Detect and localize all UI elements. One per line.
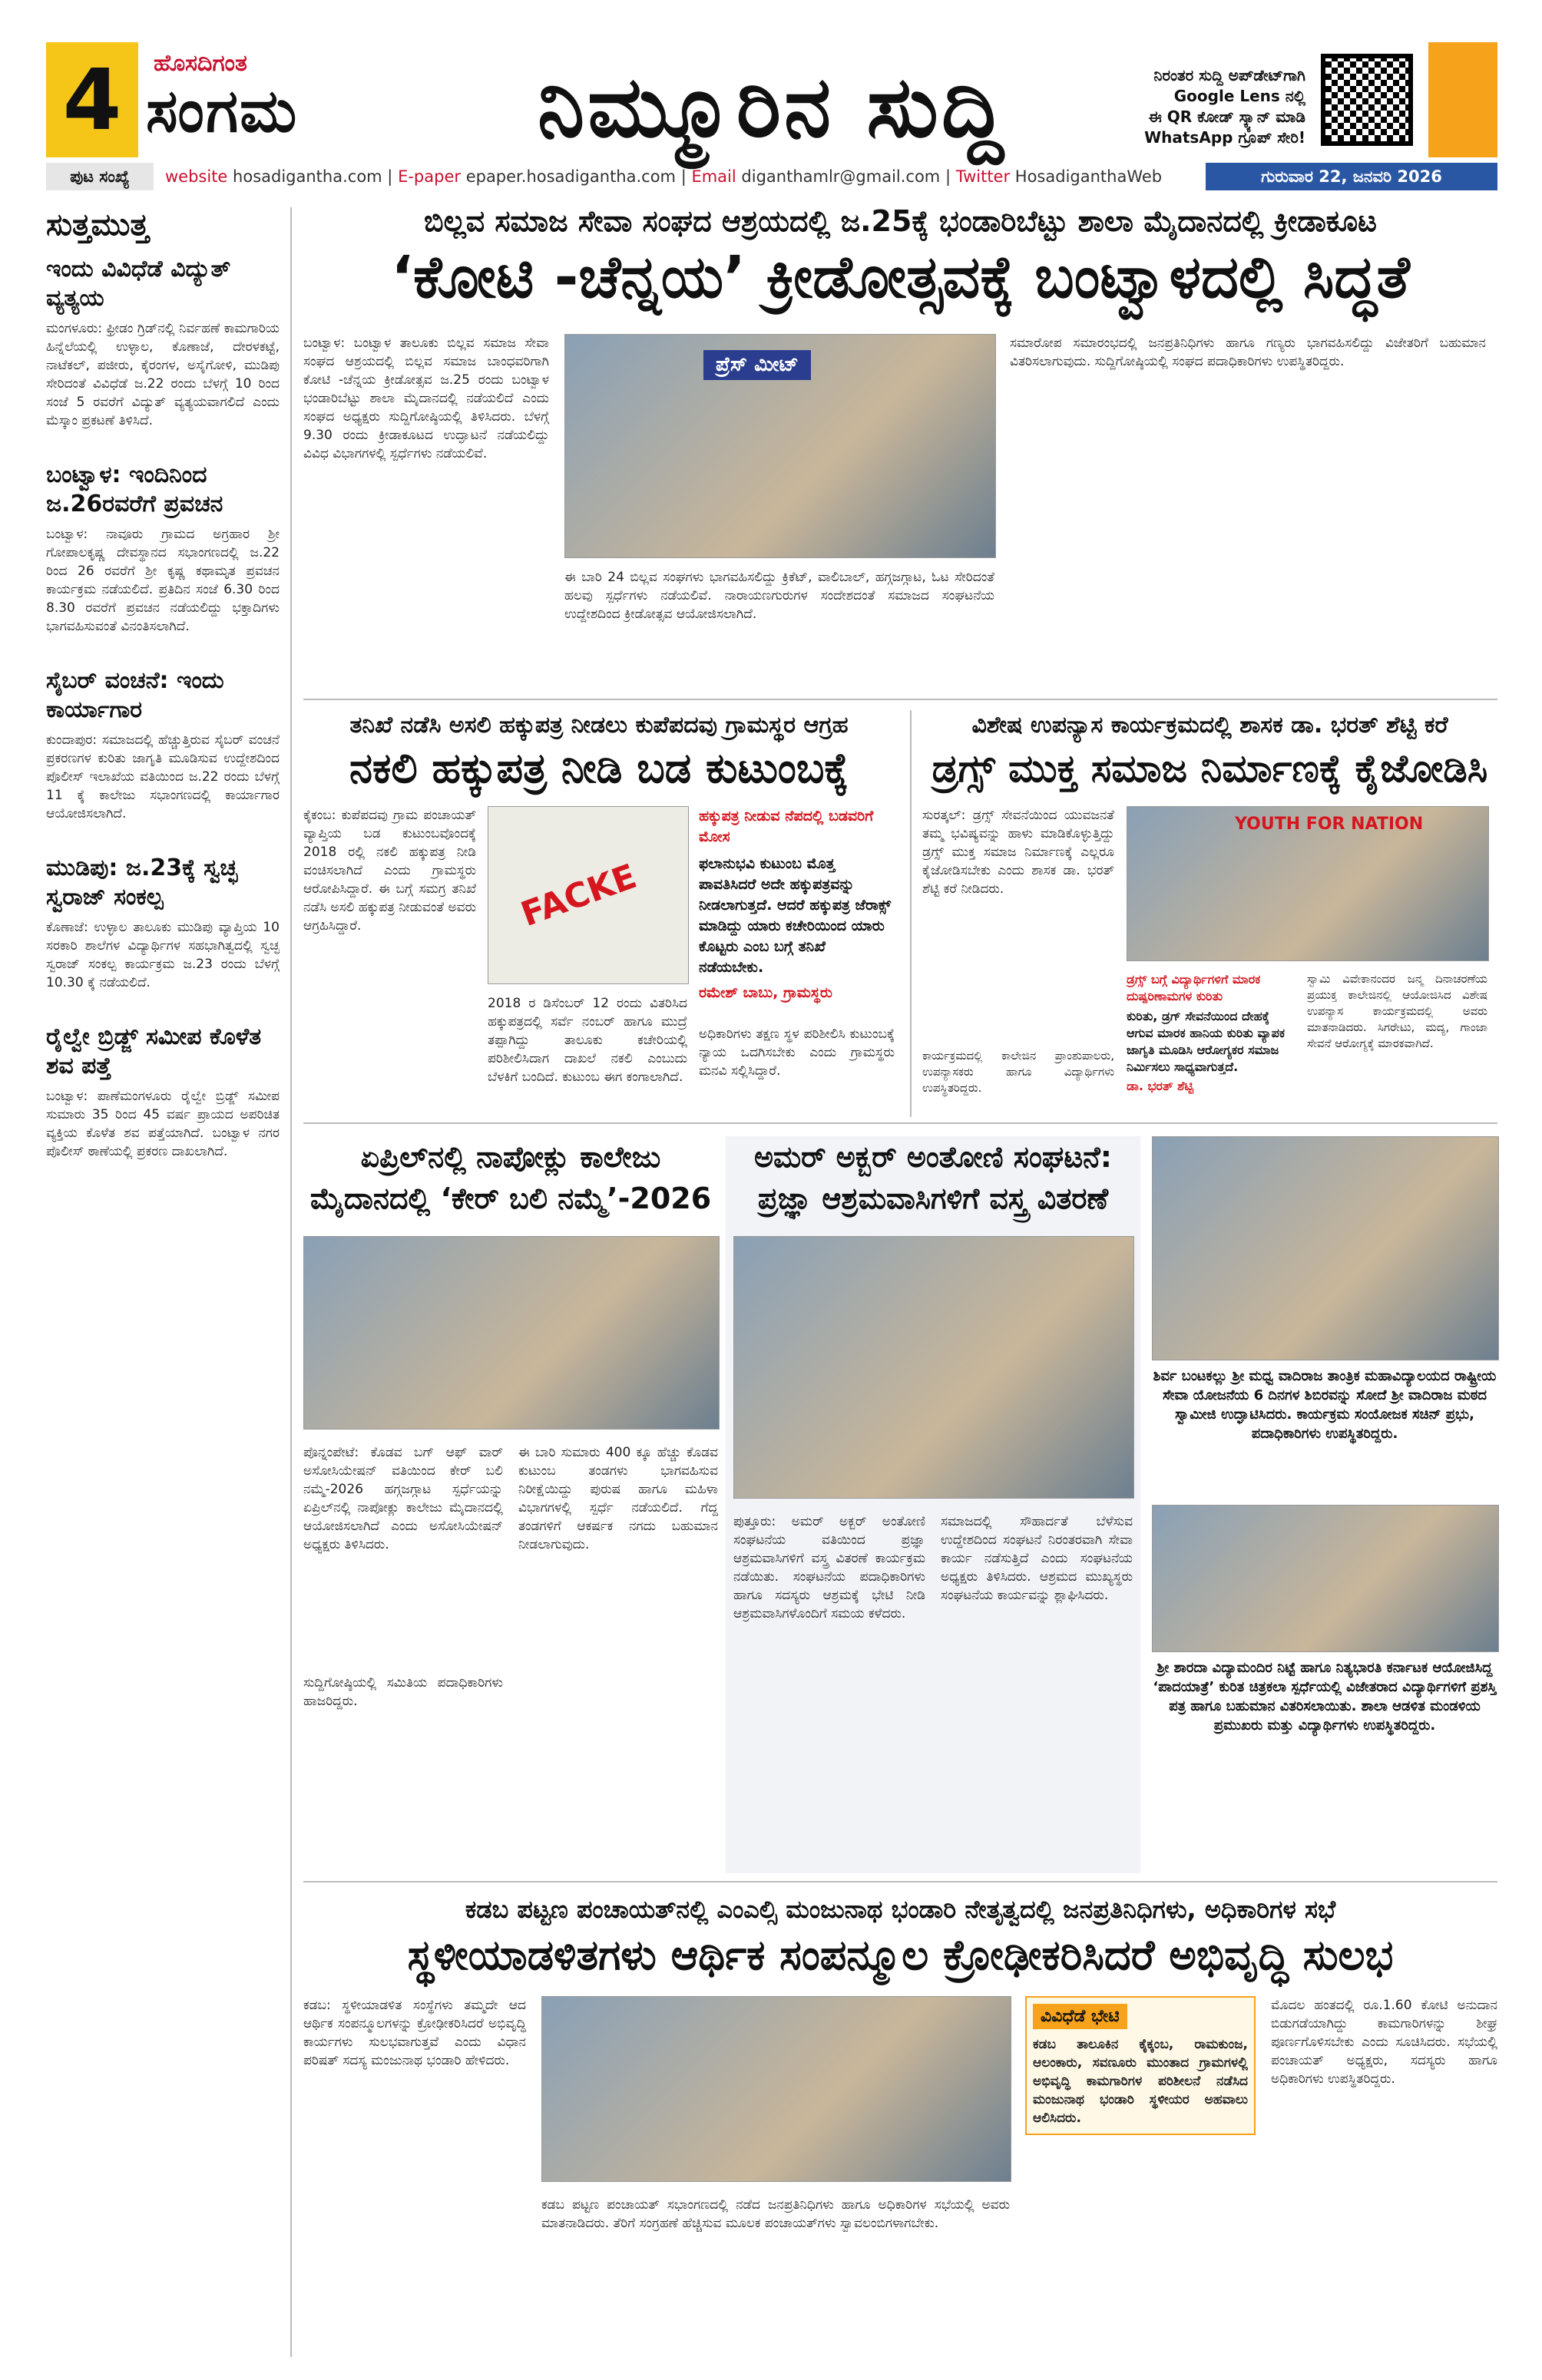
email-label: Email [691, 167, 736, 186]
photo-caption: ಶಿರ್ವ ಬಂಟಕಲ್ಲು ಶ್ರೀ ಮಧ್ವ ವಾದಿರಾಜ ತಾಂತ್ರಿಕ ಮಹಾವಿದ್ಯಾಲಯದ ರಾಷ್ಟ್ರೀಯ ಸೇವಾ ಯೋಜನೆಯ 6 ದಿನಗಳ ಶಿಬಿರವನ್ನು ಸೋದೆ ಶ್ರೀ ವಾದಿರಾಜ ಮಠದ ಸ್ವಾಮೀಜಿ ಉದ್ಘಾಟಿಸಿದರು. ಕಾರ್ಯಕ್ರಮ ಸಂಯೋಜಕ ಸಚಿನ್ ಪ್ರಭು, ಪದಾಧಿಕಾರಿಗಳು ಉಪಸ್ಥಿತರಿದ್ದರು. [1153, 1368, 1497, 1442]
info-box-text: ಕಡಬ ತಾಲೂಕಿನ ಕೈಕ್ಕಂಬ, ರಾಮಕುಂಜ, ಆಲಂಕಾರು, ಸವಣೂರು ಮುಂತಾದ ಗ್ರಾಮಗಳಲ್ಲಿ ಅಭಿವೃದ್ಧಿ ಕಾಮಗಾರಿಗಳ ಪರಿಶೀಲನೆ ನಡೆಸಿದ ಮಂಜುನಾಥ ಭಂಡಾರಿ ಸ್ಥಳೀಯರ ಅಹವಾಲು ಆಲಿಸಿದರು. [1033, 2037, 1248, 2126]
story-kicker: ತನಿಖೆ ನಡೆಸಿ ಅಸಲಿ ಹಕ್ಕುಪತ್ರ ನೀಡಲು ಕುಪೆಪದವು ಗ್ರಾಮಸ್ಥರ ಆಗ್ರಹ [349, 712, 849, 739]
story-headline: ಪ್ರಜ್ಞಾ ಆಶ್ರಮವಾಸಿಗಳಿಗೆ ವಸ್ತ್ರ ವಿತರಣೆ [757, 1182, 1109, 1215]
photo-caption: ಶ್ರೀ ಶಾರದಾ ವಿದ್ಯಾಮಂದಿರ ನಿಟ್ಟೆ ಹಾಗೂ ನಿತ್ಯಭಾರತಿ ಕರ್ನಾಟಕ ಆಯೋಜಿಸಿದ್ದ ‘ಪಾದಯಾತ್ರೆ’ ಕುರಿತ ಚಿತ್ರಕಲಾ ಸ್ಪರ್ಧೆಯಲ್ಲಿ ವಿಜೇತರಾದ ವಿದ್ಯಾರ್ಥಿಗಳಿಗೆ ಪ್ರಶಸ್ತಿ ಪತ್ರ ಹಾಗೂ ಬಹುಮಾನ ವಿತರಿಸಲಾಯಿತು. ಶಾಲಾ ಆಡಳಿತ ಮಂಡಳಿಯ ಪ್ರಮುಖರು ಮತ್ತು ವಿದ್ಯಾರ್ಥಿಗಳು ಉಪಸ್ಥಿತರಿದ್ದರು. [1153, 1660, 1497, 1734]
story-text: ಮೊದಲ ಹಂತದಲ್ಲಿ ರೂ.1.60 ಕೋಟಿ ಅನುದಾನ ಬಿಡುಗಡೆಯಾಗಿದ್ದು ಕಾಮಗಾರಿಗಳನ್ನು ಶೀಘ್ರ ಪೂರ್ಣಗೊಳಿಸಬೇಕು ಎಂದು ಸೂಚಿಸಿದರು. ಸಭೆಯಲ್ಲಿ ಪಂಚಾಯತ್ ಅಧ್ಯಕ್ಷರು, ಸದಸ್ಯರು ಹಾಗೂ ಅಧಿಕಾರಿಗಳು ಉಪಸ್ಥಿತರಿದ್ದರು. [1271, 1998, 1497, 2087]
lead-photo [564, 334, 996, 558]
lead-headline: ‘ಕೋಟಿ -ಚೆನ್ನಯ’ ಕ್ರೀಡೋತ್ಸವಕ್ಕೆ ಬಂಟ್ವಾಳದಲ್ಲಿ ಸಿದ್ಧತೆ [391, 243, 1410, 311]
story-kicker: ಕಡಬ ಪಟ್ಟಣ ಪಂಚಾಯತ್‌ನಲ್ಲಿ ಎಂಎಲ್ಸಿ ಮಂಜುನಾಥ ಭಂಡಾರಿ ನೇತೃತ್ವದಲ್ಲಿ ಜನಪ್ರತಿನಿಧಿಗಳು, ಅಧಿಕಾರಿಗಳ ಸಭೆ [465, 1895, 1336, 1924]
story-headline: ಡ್ರಗ್ಸ್ ಮುಕ್ತ ಸಮಾಜ ನಿರ್ಮಾಣಕ್ಕೆ ಕೈಜೋಡಿಸಿ [931, 746, 1488, 791]
story-text: ಅಧಿಕಾರಿಗಳು ತಕ್ಷಣ ಸ್ಥಳ ಪರಿಶೀಲಿಸಿ ಕುಟುಂಬಕ್ಕೆ ನ್ಯಾಯ ಒದಗಿಸಬೇಕು ಎಂದು ಗ್ರಾಮಸ್ಥರು ಮನವಿ ಸಲ್ಲಿಸಿದ್ದಾರೆ. [699, 1026, 895, 1079]
document-photo [488, 806, 689, 984]
qr-note-line: Google Lens ನಲ್ಲಿ [1173, 87, 1305, 105]
brief-headline: ರೈಲ್ವೇ ಬ್ರಿಡ್ಜ್ ಸಮೀಪ ಕೊಳೆತ ಶವ ಪತ್ತೆ [46, 1023, 262, 1079]
info-bar [46, 163, 1497, 190]
lead-kicker: ಬಿಲ್ಲವ ಸಮಾಜ ಸೇವಾ ಸಂಘದ ಆಶ್ರಯದಲ್ಲಿ ಜ.25ಕ್ಕೆ ಭಂಡಾರಿಬೆಟ್ಟು ಶಾಲಾ ಮೈದಾನದಲ್ಲಿ ಕ್ರೀಡಾಕೂಟ [424, 204, 1377, 238]
story-text: ಕೈಕಂಬ: ಕುಪೆಪದವು ಗ್ರಾಮ ಪಂಚಾಯತ್ ವ್ಯಾಪ್ತಿಯ ಬಡ ಕುಟುಂಬವೊಂದಕ್ಕೆ 2018 ರಲ್ಲಿ ನಕಲಿ ಹಕ್ಕುಪತ್ರ ನೀಡಿ ವಂಚಿಸಲಾಗಿದೆ ಎಂದು ಗ್ರಾಮಸ್ಥರು ಆರೋಪಿಸಿದ್ದಾರೆ. ಈ ಬಗ್ಗೆ ಸಮಗ್ರ ತನಿಖೆ ನಡೆಸಿ ಅಸಲಿ ಹಕ್ಕುಪತ್ರ ನೀಡುವಂತೆ ಅವರು ಆಗ್ರಹಿಸಿದ್ದಾರೆ. [303, 808, 476, 934]
briefs-column [46, 207, 292, 2357]
brand-name: ಸಂಗಮ [146, 77, 299, 146]
award-photo [1152, 1505, 1499, 1652]
story-cloth-distribution [726, 1136, 1140, 1873]
story-text: ಈ ಬಾರಿ ಸುಮಾರು 400 ಕ್ಕೂ ಹೆಚ್ಚು ಕೊಡವ ಕುಟುಂಬ ತಂಡಗಳು ಭಾಗವಹಿಸುವ ನಿರೀಕ್ಷೆಯಿದ್ದು ಪುರುಷ ಹಾಗೂ ಮಹಿಳಾ ವಿಭಾಗಗಳಲ್ಲಿ ಸ್ಪರ್ಧೆ ನಡೆಯಲಿದೆ. ಗೆದ್ದ ತಂಡಗಳಿಗೆ ಆಕರ್ಷಕ ನಗದು ಬಹುಮಾನ ನೀಡಲಾಗುವುದು. [518, 1445, 718, 1552]
story-text: ಸ್ವಾಮಿ ವಿವೇಕಾನಂದರ ಜನ್ಮ ದಿನಾಚರಣೆಯ ಪ್ರಯುಕ್ತ ಕಾಲೇಜಿನಲ್ಲಿ ಆಯೋಜಿಸಿದ ವಿಶೇಷ ಉಪನ್ಯಾಸ ಕಾರ್ಯಕ್ರಮದಲ್ಲಿ ಅವರು ಮಾತನಾಡಿದರು. ಸಿಗರೇಟು, ಮದ್ಯ, ಗಾಂಜಾ ಸೇವನೆ ಆರೋಗ್ಯಕ್ಕೆ ಮಾರಕವಾಗಿದೆ. [1307, 972, 1487, 1050]
quote-title: ಹಕ್ಕುಪತ್ರ ನೀಡುವ ನೆಪದಲ್ಲಿ ಬಡವರಿಗೆ ಮೋಸ [699, 808, 874, 845]
divider [303, 699, 1497, 700]
lead-text: ಬಂಟ್ವಾಳ: ಬಂಟ್ವಾಳ ತಾಲೂಕು ಬಿಲ್ಲವ ಸಮಾಜ ಸೇವಾ ಸಂಘದ ಆಶ್ರಯದಲ್ಲಿ ಬಿಲ್ಲವ ಸಮಾಜ ಬಾಂಧವರಿಗಾಗಿ ಕೋಟಿ -ಚೆನ್ನಯ ಕ್ರೀಡೋತ್ಸವ ಜ.25 ರಂದು ಬಂಟ್ವಾಳ ಭಂಡಾರಿಬೆಟ್ಟು ಶಾಲಾ ಮೈದಾನದಲ್ಲಿ ನಡೆಯಲಿದೆ ಎಂದು ಸಂಘದ ಅಧ್ಯಕ್ಷರು ಸುದ್ದಿಗೋಷ್ಠಿಯಲ್ಲಿ ತಿಳಿಸಿದರು. ಬೆಳಗ್ಗೆ 9.30 ರಂದು ಕ್ರೀಡಾಕೂಟದ ಉದ್ಘಾಟನೆ ನಡೆಯಲಿದ್ದು ವಿವಿಧ ವಿಭಾಗಗಳಲ್ಲಿ ಸ್ಪರ್ಧೆಗಳು ನಡೆಯಲಿವೆ. [303, 336, 549, 461]
epaper-label: E-paper [398, 167, 461, 186]
briefs-title: ಸುತ್ತಮುತ್ತ [46, 207, 149, 243]
story-text: ಕಡಬ: ಸ್ಥಳೀಯಾಡಳಿತ ಸಂಸ್ಥೆಗಳು ತಮ್ಮದೇ ಆದ ಆರ್ಥಿಕ ಸಂಪನ್ಮೂಲಗಳನ್ನು ಕ್ರೋಢೀಕರಿಸಿದರೆ ಅಭಿವೃದ್ಧಿ ಕಾರ್ಯಗಳು ಸುಲಭವಾಗುತ್ತವೆ ಎಂದು ವಿಧಾನ ಪರಿಷತ್ ಸದಸ್ಯ ಮಂಜುನಾಥ ಭಂಡಾರಿ ಹೇಳಿದರು. [303, 1998, 526, 2068]
brief-text: ಬಂಟ್ವಾಳ: ನಾವೂರು ಗ್ರಾಮದ ಅಗ್ರಹಾರ ಶ್ರೀ ಗೋಪಾಲಕೃಷ್ಣ ದೇವಸ್ಥಾನದ ಸಭಾಂಗಣದಲ್ಲಿ ಜ.22 ರಿಂದ 26 ರವರೆಗೆ ಶ್ರೀ ಕೃಷ್ಣ ಕಥಾಮೃತ ಪ್ರವಚನ ಕಾರ್ಯಕ್ರಮ ನಡೆಯಲಿದೆ. ಪ್ರತಿದಿನ ಸಂಜೆ 6.30 ರಿಂದ 8.30 ರವರೆಗೆ ಪ್ರವಚನ ನಡೆಯಲಿದ್ದು ಭಕ್ತಾದಿಗಳು ಭಾಗವಹಿಸುವಂತೆ ವಿನಂತಿಸಲಾಗಿದೆ. [46, 527, 280, 634]
quote-box [1127, 971, 1295, 1096]
divider [303, 1122, 1497, 1124]
issue-date: ಗುರುವಾರ 22, ಜನವರಿ 2026 [1206, 163, 1497, 190]
event-photo [1127, 806, 1489, 961]
story-kicker: ವಿಶೇಷ ಉಪನ್ಯಾಸ ಕಾರ್ಯಕ್ರಮದಲ್ಲಿ ಶಾಸಕ ಡಾ. ಭರತ್ ಶೆಟ್ಟಿ ಕರೆ [971, 712, 1448, 739]
qr-note-line: WhatsApp ಗ್ರೂಪ್ ಸೇರಿ! [1144, 128, 1305, 147]
story-text: ಸುರತ್ಕಲ್: ಡ್ರಗ್ಸ್ ಸೇವನೆಯಿಂದ ಯುವಜನತೆ ತಮ್ಮ ಭವಿಷ್ಯವನ್ನು ಹಾಳು ಮಾಡಿಕೊಳ್ಳುತ್ತಿದ್ದು ಡ್ರಗ್ಸ್ ಮುಕ್ತ ಸಮಾಜ ನಿರ್ಮಾಣಕ್ಕೆ ಎಲ್ಲರೂ ಕೈಜೋಡಿಸಬೇಕು ಎಂದು ಶಾಸಕ ಡಾ. ಭರತ್ ಶೆಟ್ಟಿ ಕರೆ ನೀಡಿದರು. [922, 808, 1114, 897]
story-text: ಕಾರ್ಯಕ್ರಮದಲ್ಲಿ ಕಾಲೇಜಿನ ಪ್ರಾಂಶುಪಾಲರು, ಉಪನ್ಯಾಸಕರು ಹಾಗೂ ವಿದ್ಯಾರ್ಥಿಗಳು ಉಪಸ್ಥಿತರಿದ್ದರು. [922, 1049, 1114, 1095]
quote-text: ಕುರಿತು, ಡ್ರಗ್ ಸೇವನೆಯಿಂದ ದೇಹಕ್ಕೆ ಆಗುವ ಮಾರಕ ಹಾನಿಯ ಕುರಿತು ವ್ಯಾಪಕ ಜಾಗೃತಿ ಮೂಡಿಸಿ ಆರೋಗ್ಯಕರ ಸಮಾಜ ನಿರ್ಮಿಸಲು ಸಾಧ್ಯವಾಗುತ್ತದೆ. [1127, 1009, 1286, 1074]
website-label: website [165, 167, 228, 186]
brand-top: ಹೊಸದಿಗಂತ [154, 50, 247, 77]
photo-banner: ಪ್ರೆಸ್ ಮೀಟ್ [703, 350, 811, 380]
quote-author: ಡಾ. ಭರತ್ ಶೆಟ್ಟಿ [1127, 1079, 1194, 1093]
quote-box [699, 806, 895, 1003]
story-local-governance [303, 1892, 1497, 2353]
qr-code-icon[interactable] [1321, 54, 1413, 146]
story-text: ಸಮಾಜದಲ್ಲಿ ಸೌಹಾರ್ದತೆ ಬೆಳೆಸುವ ಉದ್ದೇಶದಿಂದ ಸಂಘಟನೆ ನಿರಂತರವಾಗಿ ಸೇವಾ ಕಾರ್ಯ ನಡೆಸುತ್ತಿದೆ ಎಂದು ಸಂಘಟನೆಯ ಅಧ್ಯಕ್ಷರು ತಿಳಿಸಿದರು. ಆಶ್ರಮದ ಮುಖ್ಯಸ್ಥರು ಸಂಘಟನೆಯ ಕಾರ್ಯವನ್ನು ಶ್ಲಾಘಿಸಿದರು. [941, 1514, 1133, 1603]
story-text: ಪೊನ್ನಂಪೇಟೆ: ಕೊಡವ ಬಗ್ ಆಫ್ ವಾರ್ ಅಸೋಸಿಯೇಷನ್ ವತಿಯಿಂದ ಕೇರ್ ಬಲಿ ನಮ್ಮೆ-2026 ಹಗ್ಗಜಗ್ಗಾಟ ಸ್ಪರ್ಧೆಯನ್ನು ಏಪ್ರಿಲ್‌ನಲ್ಲಿ ನಾಪೋಕ್ಲು ಕಾಲೇಜು ಮೈದಾನದಲ್ಲಿ ಆಯೋಜಿಸಲಾಗಿದೆ ಎಂದು ಅಸೋಸಿಯೇಷನ್ ಅಧ್ಯಕ್ಷರು ತಿಳಿಸಿದರು. [303, 1445, 503, 1552]
twitter-link[interactable]: HosadiganthaWeb [1014, 167, 1163, 186]
brief-headline: ಸೈಬರ್ ವಂಚನೆ: ಇಂದು ಕಾರ್ಯಾಗಾರ [46, 667, 224, 723]
brief-headline: ಬಂಟ್ವಾಳ: ಇಂದಿನಿಂದ ಜ.26ರವರೆಗೆ ಪ್ರವಚನ [46, 461, 223, 517]
divider [303, 1881, 1497, 1883]
page-label: ಪುಟ ಸಂಖ್ಯೆ [46, 163, 154, 190]
story-fake-title-deed [303, 710, 895, 1117]
story-headline: ನಕಲಿ ಹಕ್ಕುಪತ್ರ ನೀಡಿ ಬಡ ಕುಟುಂಬಕ್ಕೆ [349, 744, 849, 792]
brief-text: ಕುಂದಾಪುರ: ಸಮಾಜದಲ್ಲಿ ಹೆಚ್ಚುತ್ತಿರುವ ಸೈಬರ್ ವಂಚನೆ ಪ್ರಕರಣಗಳ ಕುರಿತು ಜಾಗೃತಿ ಮೂಡಿಸುವ ಉದ್ದೇಶದಿಂದ ಪೊಲೀಸ್ ಇಲಾಖೆಯ ವತಿಯಿಂದ ಜ.22 ರಂದು ಬೆಳಗ್ಗೆ 11 ಕ್ಕೆ ಕಾಲೇಜು ಸಭಾಂಗಣದಲ್ಲಿ ಕಾರ್ಯಾಗಾರ ಆಯೋಜಿಸಲಾಗಿದೆ. [46, 732, 280, 821]
contact-links: website hosadigantha.com | E-paper epaper.hosadigantha.com | Email diganthamlr@gmail.com | Twitter HosadiganthaWeb [165, 167, 1163, 186]
section-title: ನಿಮ್ಮೂರಿನ ಸುದ್ದಿ [538, 58, 1007, 156]
story-text: 2018 ರ ಡಿಸೆಂಬರ್ 12 ರಂದು ವಿತರಿಸಿದ ಹಕ್ಕುಪತ್ರದಲ್ಲಿ ಸರ್ವೆ ನಂಬರ್ ಹಾಗೂ ಮುದ್ರೆ ತಪ್ಪಾಗಿದ್ದು ತಾಲೂಕು ಕಚೇರಿಯಲ್ಲಿ ಪರಿಶೀಲಿಸಿದಾಗ ದಾಖಲೆ ನಕಲಿ ಎಂಬುದು ಬೆಳಕಿಗೆ ಬಂದಿದೆ. ಕುಟುಂಬ ಈಗ ಕಂಗಾಲಾಗಿದೆ. [488, 996, 687, 1085]
quote-author: ರಮೇಶ್ ಬಾಬು, ಗ್ರಾಮಸ್ಥರು [699, 984, 832, 1001]
brief-text: ಕೊಣಾಜೆ: ಉಳ್ಳಾಲ ತಾಲೂಕು ಮುಡಿಪು ವ್ಯಾಪ್ತಿಯ 10 ಸರಕಾರಿ ಶಾಲೆಗಳ ವಿದ್ಯಾರ್ಥಿಗಳ ಸಹಭಾಗಿತ್ವದಲ್ಲಿ ಸ್ವಚ್ಛ ಸ್ವರಾಜ್ ಸಂಕಲ್ಪ ಕಾರ್ಯಕ್ರಮ ಜ.23 ರಂದು ಬೆಳಗ್ಗೆ 10.30 ಕ್ಕೆ ನಡೆಯಲಿದೆ. [46, 920, 280, 990]
story-tug-of-war [303, 1136, 718, 1873]
twitter-label: Twitter [955, 167, 1011, 186]
brief-text: ಮಂಗಳೂರು: ಫ್ರೀಡಂ ಗ್ರಿಡ್‌ನಲ್ಲಿ ನಿರ್ವಹಣೆ ಕಾಮಗಾರಿಯ ಹಿನ್ನೆಲೆಯಲ್ಲಿ ಉಳ್ಳಾಲ, ಕೊಣಾಜೆ, ದೇರಳಕಟ್ಟೆ, ನಾಟೆಕಲ್, ಪಜೀರು, ಕೈರಂಗಳ, ಅಸೈಗೋಳಿ, ಮುಡಿಪು ಸೇರಿದಂತೆ ವಿವಿಧೆಡೆ ಜ.22 ರಂದು ಬೆಳಗ್ಗೆ 10 ರಿಂದ ಸಂಜೆ 5 ರವರೆಗೆ ವಿದ್ಯುತ್ ವ್ಯತ್ಯಯವಾಗಲಿದೆ ಎಂದು ಮೆಸ್ಕಾಂ ಪ್ರಕಟಣೆ ತಿಳಿಸಿದೆ. [46, 321, 280, 428]
story-drug-free [910, 710, 1497, 1117]
lead-story [303, 203, 1497, 695]
meeting-photo [541, 1996, 1011, 2182]
story-text: ಪುತ್ತೂರು: ಅಮರ್ ಅಕ್ಬರ್ ಅಂತೋಣಿ ಸಂಘಟನೆಯ ವತಿಯಿಂದ ಪ್ರಜ್ಞಾ ಆಶ್ರಮವಾಸಿಗಳಿಗೆ ವಸ್ತ್ರ ವಿತರಣೆ ಕಾರ್ಯಕ್ರಮ ನಡೆಯಿತು. ಸಂಘಟನೆಯ ಪದಾಧಿಕಾರಿಗಳು ಹಾಗೂ ಸದಸ್ಯರು ಆಶ್ರಮಕ್ಕೆ ಭೇಟಿ ನೀಡಿ ಆಶ್ರಮವಾಸಿಗಳೊಂದಿಗೆ ಸಮಯ ಕಳೆದರು. [733, 1514, 925, 1621]
email-link[interactable]: diganthamlr@gmail.com [741, 167, 941, 186]
info-box-title: ವಿವಿಧೆಡೆ ಭೇಟಿ [1033, 2004, 1127, 2029]
qr-note-line: ನಿರಂತರ ಸುದ್ದಿ ಅಪ್‌ಡೇಟ್‌ಗಾಗಿ [1153, 66, 1305, 84]
team-photo [303, 1236, 720, 1430]
epaper-link[interactable]: epaper.hosadigantha.com [465, 167, 677, 186]
quote-title: ಡ್ರಗ್ಸ್ ಬಗ್ಗೆ ವಿದ್ಯಾರ್ಥಿಗಳಿಗೆ ಮಾರಕ ದುಷ್ಪರಿಣಾಮಗಳ ಕುರಿತು [1127, 972, 1261, 1003]
masthead [46, 42, 1497, 157]
quote-text: ಫಲಾನುಭವಿ ಕುಟುಂಬ ಮೊತ್ತ ಪಾವತಿಸಿದರೆ ಅದೇ ಹಕ್ಕುಪತ್ರವನ್ನು ನೀಡಲಾಗುತ್ತದೆ. ಆದರೆ ಹಕ್ಕುಪತ್ರ ಜೆರಾಕ್ಸ್ ಮಾಡಿದ್ದು ಯಾರು ಕಚೇರಿಯಿಂದ ಯಾರು ಕೊಟ್ಟರು ಎಂಬ ಬಗ್ಗೆ ತನಿಖೆ ನಡೆಯಬೇಕು. [699, 855, 892, 976]
story-photo-captions [1152, 1136, 1497, 1873]
story-text: ಸುದ್ದಿಗೋಷ್ಠಿಯಲ್ಲಿ ಸಮಿತಿಯ ಪದಾಧಿಕಾರಿಗಳು ಹಾಜರಿದ್ದರು. [303, 1675, 503, 1709]
distribution-photo [733, 1236, 1134, 1499]
story-headline: ಸ್ಥಳೀಯಾಡಳಿತಗಳು ಆರ್ಥಿಕ ಸಂಪನ್ಮೂಲ ಕ್ರೋಢೀಕರಿಸಿದರೆ ಅಭಿವೃದ್ಧಿ ಸುಲಭ [407, 1931, 1394, 1979]
page-number: 4 [46, 42, 138, 157]
brief-headline: ಮುಡಿಪು: ಜ.23ಕ್ಕೆ ಸ್ವಚ್ಛ ಸ್ವರಾಜ್ ಸಂಕಲ್ಪ [46, 854, 238, 911]
story-headline: ಮೈದಾನದಲ್ಲಿ ‘ಕೇರ್ ಬಲಿ ನಮ್ಮೆ’-2026 [309, 1182, 712, 1215]
header-accent [1428, 42, 1497, 157]
qr-note [1106, 65, 1305, 148]
story-kicker: ಏಪ್ರಿಲ್‌ನಲ್ಲಿ ನಾಪೋಕ್ಲು ಕಾಲೇಜು [360, 1140, 661, 1174]
lead-text: ಈ ಬಾರಿ 24 ಬಿಲ್ಲವ ಸಂಘಗಳು ಭಾಗವಹಿಸಲಿದ್ದು ಕ್ರಿಕೆಟ್, ವಾಲಿಬಾಲ್, ಹಗ್ಗಜಗ್ಗಾಟ, ಓಟ ಸೇರಿದಂತೆ ಹಲವು ಸ್ಪರ್ಧೆಗಳು ನಡೆಯಲಿವೆ. ನಾರಾಯಣಗುರುಗಳ ಸಂದೇಶದಂತೆ ಸಮಾಜದ ಸಂಘಟನೆಯ ಉದ್ದೇಶದಿಂದ ಕ್ರೀಡೋತ್ಸವ ಆಯೋಜಿಸಲಾಗಿದೆ. [564, 570, 994, 622]
camp-photo [1152, 1136, 1499, 1360]
photo-banner: YOUTH FOR NATION [1235, 815, 1424, 834]
info-box [1025, 1996, 1256, 2135]
lead-text: ಸಮಾರೋಪ ಸಮಾರಂಭದಲ್ಲಿ ಜನಪ್ರತಿನಿಧಿಗಳು ಹಾಗೂ ಗಣ್ಯರು ಭಾಗವಹಿಸಲಿದ್ದು ವಿಜೇತರಿಗೆ ಬಹುಮಾನ ವಿತರಿಸಲಾಗುವುದು. ಸುದ್ದಿಗೋಷ್ಠಿಯಲ್ಲಿ ಸಂಘದ ಪದಾಧಿಕಾರಿಗಳು ಉಪಸ್ಥಿತರಿದ್ದರು. [1010, 336, 1486, 369]
story-kicker: ಅಮರ್ ಅಕ್ಬರ್ ಅಂತೋಣಿ ಸಂಘಟನೆ: [753, 1140, 1112, 1174]
fake-stamp: FACKE [515, 856, 642, 935]
brief-headline: ಇಂದು ವಿವಿಧೆಡೆ ವಿದ್ಯುತ್ ವ್ಯತ್ಯಯ [46, 256, 231, 312]
qr-note-line: ಈ QR ಕೋಡ್ ಸ್ಕ್ಯಾನ್ ಮಾಡಿ [1148, 107, 1305, 126]
story-text: ಕಡಬ ಪಟ್ಟಣ ಪಂಚಾಯತ್ ಸಭಾಂಗಣದಲ್ಲಿ ನಡೆದ ಜನಪ್ರತಿನಿಧಿಗಳು ಹಾಗೂ ಅಧಿಕಾರಿಗಳ ಸಭೆಯಲ್ಲಿ ಅವರು ಮಾತನಾಡಿದರು. ತೆರಿಗೆ ಸಂಗ್ರಹಣೆ ಹೆಚ್ಚಿಸುವ ಮೂಲಕ ಪಂಚಾಯತ್‌ಗಳು ಸ್ವಾವಲಂಬಿಗಳಾಗಬೇಕು. [541, 2197, 1010, 2231]
website-link[interactable]: hosadigantha.com [233, 167, 382, 186]
brief-text: ಬಂಟ್ವಾಳ: ಪಾಣೆಮಂಗಳೂರು ರೈಲ್ವೇ ಬ್ರಿಡ್ಜ್ ಸಮೀಪ ಸುಮಾರು 35 ರಿಂದ 45 ವರ್ಷ ಪ್ರಾಯದ ಅಪರಿಚಿತ ವ್ಯಕ್ತಿಯ ಕೊಳೆತ ಶವ ಪತ್ತೆಯಾಗಿದೆ. ಬಂಟ್ವಾಳ ನಗರ ಪೊಲೀಸ್ ಠಾಣೆಯಲ್ಲಿ ಪ್ರಕರಣ ದಾಖಲಾಗಿದೆ. [46, 1089, 280, 1159]
